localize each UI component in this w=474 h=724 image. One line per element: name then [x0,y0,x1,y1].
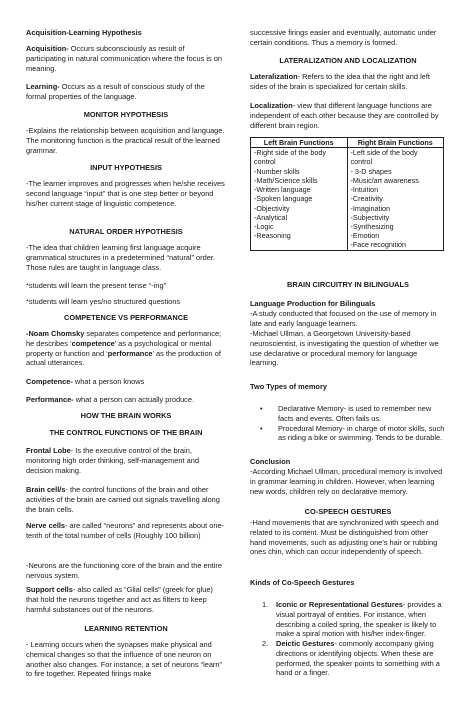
competence-definition: Competence- what a person knows [26,377,145,386]
heading-competence-vs-performance: COMPETENCE VS PERFORMANCE [63,313,188,322]
table-header-row [251,138,444,148]
list-item: 1. Iconic or Representational Gestures- provides a visual portrayal of entities. For instance, when describing a coiled spring, the speaker is likely to make a spiral motion with his/her index-finger. [262,600,442,639]
heading-learning-retention: LEARNING RETENTION [84,624,168,633]
list-item: -Subjectivity [350,212,390,222]
list-item: -Imagination [350,203,391,213]
list-item: -Objectivity [254,203,290,213]
right-brain-list [347,148,444,250]
support-cells-definition: Support cells- also called as “Glial cells” (greek for glue) that hold the neurons together and act as filters to keep harmful substances out of the neurons. [26,585,213,614]
list-item: -Math/Science skills [254,175,318,185]
list-item: • Procedural Memory- in charge of motor skills, such as riding a bike or swimming. Tends to be durable. [250,424,446,444]
localization-definition: Localization- view that different language functions are independent of each other because they are controlled by different brain region. [250,101,439,130]
brain-functions-table [250,137,444,251]
brain-cells-definition: Brain cell/s- the control functions of the brain and other activities of the brain are carried out signals travelling along the brain cells. [26,485,220,514]
conclusion-heading: Conclusion [250,457,291,466]
learning-retention-text: - Learning occurs when the synapses make physical and chemical changes so that the influence of one neuron on another also changes. For instance, a set of neurons “learn” to fire together. Repeated firings make [26,640,222,679]
monitor-hypothesis-text: -Explains the relationship between acquisition and language. The monitoring function is the practical result of the learned grammar. [26,126,225,155]
lateralization-definition: Lateralization- Refers to the idea that the right and left sides of the brain is specialized for certain skills. [250,72,430,91]
heading-lateralization-localization: LATERALIZATION AND LOCALIZATION [279,56,417,65]
note-present-tense: *students will learn the present tense “-ing” [26,281,167,290]
list-item: -Creativity [350,194,383,204]
section-title-acquisition-learning: Acquisition-Learning Hypothesis [26,28,142,37]
two-types-heading: Two Types of memory [250,382,327,391]
list-item: - 3-D shapes [350,166,392,176]
heading-input-hypothesis: INPUT HYPOTHESIS [90,163,162,172]
list-item: -Music/art awareness [350,175,419,185]
language-production-study: -A study conducted that focused on the use of memory in late and early language learners. [250,309,437,328]
nerve-cells-definition: Nerve cells- are called “neurons” and represents about one-tenth of the total number of cells (Roughly 100 billion) [26,521,225,540]
frontal-lobe-definition: Frontal Lobe- Is the executive control of the brain, monitoring high order thinking, self-management and decision making. [26,446,199,475]
list-item: -Written language [254,185,311,195]
heading-co-speech-gestures: CO-SPEECH GESTURES [304,507,392,516]
retention-continued-text: successive firings easier and eventually, automatic under certain conditions. Thus a memory is formed. [250,28,437,47]
list-item: • Declarative Memory- is used to remember new facts and events. Often fails us. [250,404,446,424]
conclusion-text: -According Michael Ullman, procedural memory is involved in grammar learning in children. However, when learning new words, children rely on declarative memory. [250,467,443,496]
list-item: 2. Deictic Gestures- commonly accompany giving directions or identifying objects. When these are performed, the speaker points to something with a hand or a finger. [262,639,440,678]
language-production-heading: Language Production for Bilinguals [250,299,376,308]
list-item: -Reasoning [254,231,291,241]
acquisition-definition: Acquisition- Occurs subconsciously as result of participating in natural communication where the focus is on meaning. [26,44,222,73]
kinds-heading: Kinds of Co-Speech Gestures [250,578,355,587]
list-item: -Logic [254,221,274,231]
heading-how-the-brain-works: HOW THE BRAIN WORKS [80,411,172,420]
list-item: -Face recognition [350,240,407,250]
heading-control-functions: THE CONTROL FUNCTIONS OF THE BRAIN [49,428,203,437]
heading-natural-order-hypothesis: NATURAL ORDER HYPOTHESIS [69,227,183,236]
natural-order-text: -The idea that children learning first language acquire grammatical structures in a predetermined “natural” order. Those rules are taught in language class. [26,243,215,272]
performance-definition: Performance- what a person can actually produce. [26,395,195,404]
table-body-row [251,148,444,250]
heading-brain-circuitry: BRAIN CIRCUITRY IN BILINGUALS [287,280,409,289]
list-item: -Left side of the body control [350,148,418,167]
co-speech-text: -Hand movements that are synchronized with speech and related to its content. Must be distinguished from other hand movements, such as adjusting one’s hair or rubbing ones chin, which can occur independently of speech. [250,518,439,557]
list-item: -Emotion [350,231,380,241]
heading-monitor-hypothesis: MONITOR HYPOTHESIS [83,110,169,119]
input-hypothesis-text: -The learner improves and progresses when he/she receives second language “input” that is one step better or beyond his/her current stage of linguistic competence. [26,179,225,208]
list-item: -Right side of the body control [254,148,326,167]
list-item: -Intuition [350,185,379,195]
note-yes-no-questions: *students will learn yes/no structured questions [26,297,181,306]
learning-definition: Learning- Occurs as a result of conscious study of the formal properties of the language. [26,82,205,101]
list-item: -Spoken language [254,194,313,204]
neurons-text: -Neurons are the functioning core of the brain and the entire nervous system. [26,561,222,580]
left-brain-list [251,148,348,250]
list-item: -Analytical [254,212,288,222]
right-brain-header: Right Brain Functions [347,138,444,148]
ullman-investigation: -Michael Ullman, a Georgetown University-based neuroscientist, is investigating the question of whether we use declarative or procedural memory for language learning. [250,329,439,368]
chomsky-text: -Noam Chomsky separates competence and performance; he describes ‘competence’ as a psychological or mental property or function and ‘performance’ as the production of actual utterances. [26,329,222,368]
list-item: -Number skills [254,166,300,176]
left-brain-header: Left Brain Functions [251,138,348,148]
memory-types-list [250,404,446,443]
gesture-kinds-list [250,600,446,678]
list-item: -Synthesizing [350,221,394,231]
